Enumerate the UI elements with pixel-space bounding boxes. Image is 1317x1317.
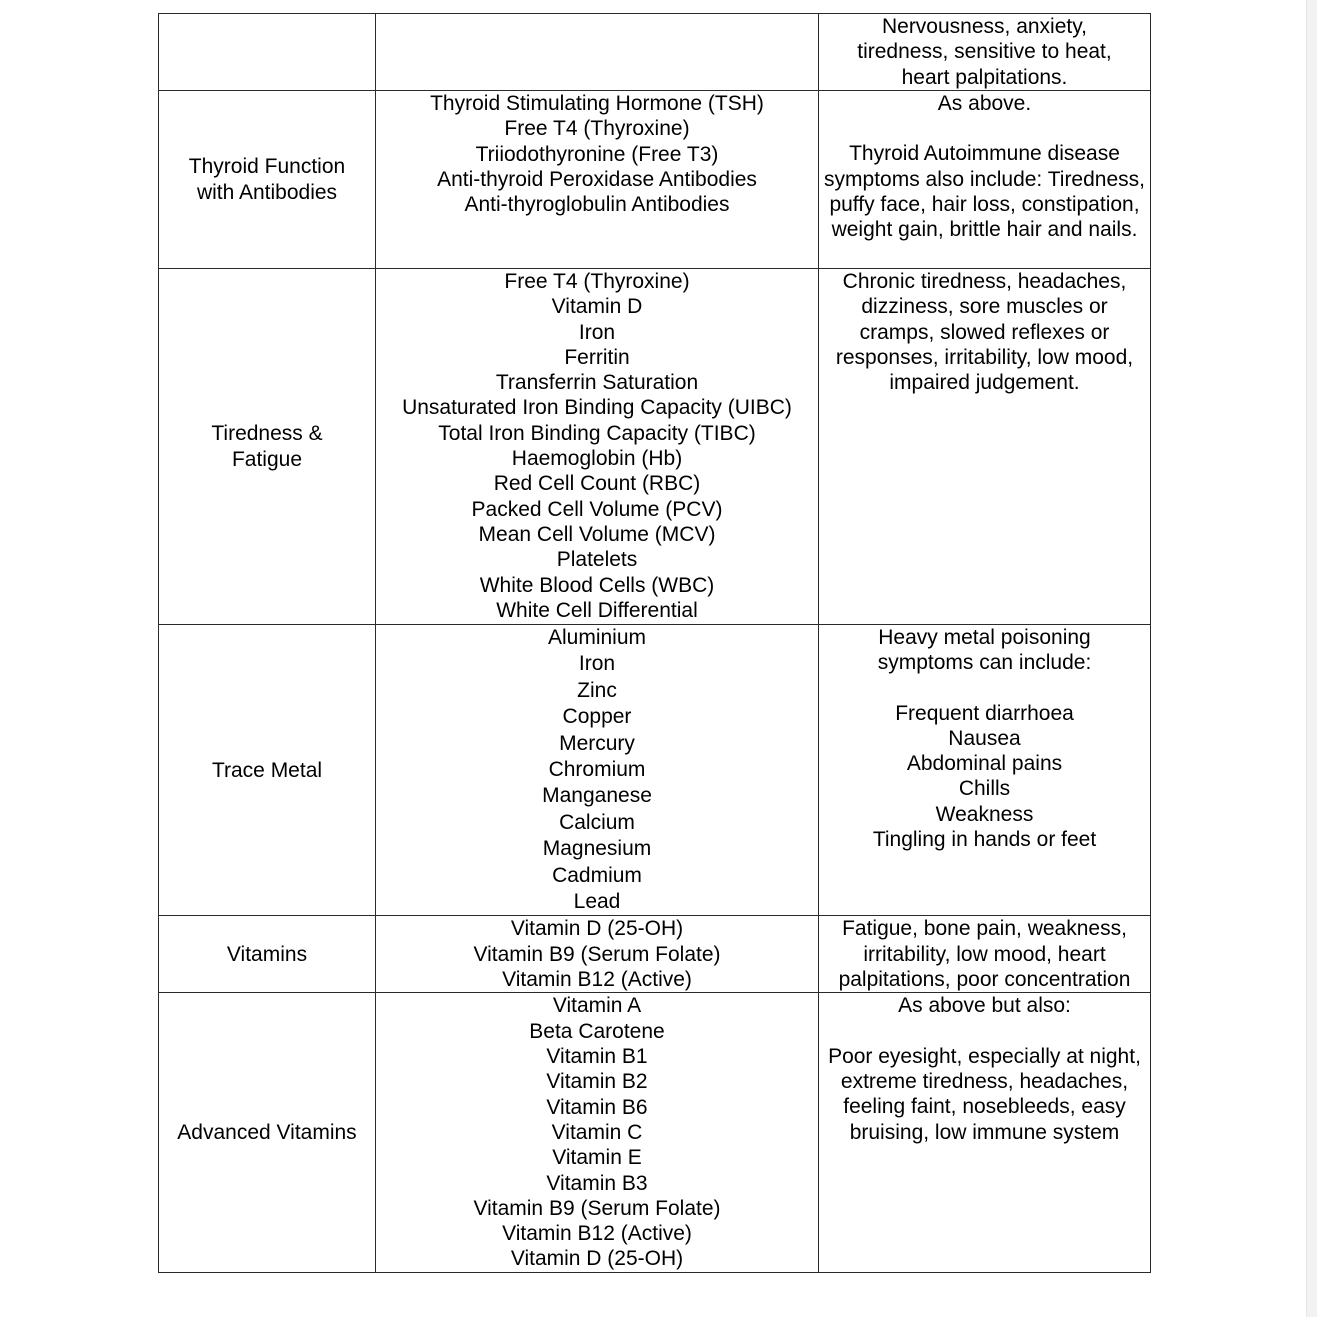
symptoms-cell xyxy=(819,91,1151,269)
test-item: Cadmium xyxy=(552,863,642,887)
lab-tests-table xyxy=(158,13,1151,1273)
test-item: Unsaturated Iron Binding Capacity (UIBC) xyxy=(402,396,792,420)
test-item: Beta Carotene xyxy=(529,1019,665,1043)
test-item: Vitamin B12 (Active) xyxy=(502,968,692,992)
category-label: Advanced Vitamins xyxy=(177,1121,357,1145)
category-label: Thyroid Function with Antibodies xyxy=(188,155,346,204)
test-item: Thyroid Stimulating Hormone (TSH) xyxy=(430,92,764,115)
category-cell xyxy=(159,91,376,269)
symptoms-cell xyxy=(819,916,1151,993)
tests-cell xyxy=(376,916,819,993)
test-item: Mercury xyxy=(559,731,635,755)
table-row xyxy=(159,14,1151,91)
test-item: Magnesium xyxy=(542,837,652,861)
table-row xyxy=(159,269,1151,625)
symptoms-text: As above but also: xyxy=(898,994,1071,1018)
test-item: Calcium xyxy=(559,810,635,834)
symptoms-text: As above. xyxy=(937,92,1032,115)
test-item: Total Iron Binding Capacity (TIBC) xyxy=(438,421,756,445)
test-item: Vitamin B9 (Serum Folate) xyxy=(473,1196,721,1220)
test-item: Zinc xyxy=(577,678,617,702)
table-row xyxy=(159,993,1151,1273)
test-item: Red Cell Count (RBC) xyxy=(493,472,701,496)
test-item: Vitamin B1 xyxy=(546,1045,648,1069)
test-item: Free T4 (Thyroxine) xyxy=(504,270,690,293)
test-item: Copper xyxy=(562,705,632,729)
test-item: Vitamin D (25-OH) xyxy=(510,917,684,941)
category-cell xyxy=(159,916,376,993)
test-item: Platelets xyxy=(556,548,638,572)
symptoms-text: Heavy metal poisoning symptoms can include: xyxy=(877,626,1092,675)
test-item: Iron xyxy=(578,320,616,344)
test-item: Anti-thyroid Peroxidase Antibodies xyxy=(437,167,757,191)
category-cell xyxy=(159,269,376,625)
test-item: Lead xyxy=(573,890,621,914)
test-item: Ferritin xyxy=(564,345,630,369)
test-item: Vitamin B6 xyxy=(546,1095,648,1119)
test-item: Vitamin B3 xyxy=(546,1171,648,1195)
page-edge xyxy=(1306,0,1317,1317)
test-item: Mean Cell Volume (MCV) xyxy=(478,522,716,546)
symptoms-cell xyxy=(819,625,1151,916)
symptoms-text: Poor eyesight, especially at night, extreme tiredness, headaches, feeling faint, nosebleeds, easy bruising, low immune system xyxy=(828,1044,1141,1144)
symptoms-cell xyxy=(819,14,1151,91)
test-item: Vitamin B2 xyxy=(546,1070,648,1094)
tests-cell xyxy=(376,91,819,269)
symptoms-cell xyxy=(819,269,1151,625)
tests-cell xyxy=(376,625,819,916)
test-item: White Cell Differential xyxy=(496,598,698,622)
test-item: Vitamin C xyxy=(551,1120,643,1144)
symptoms-cell xyxy=(819,993,1151,1273)
test-item: Vitamin B9 (Serum Folate) xyxy=(473,942,721,966)
test-item: Vitamin E xyxy=(552,1146,642,1170)
tests-cell xyxy=(376,993,819,1273)
test-item: Triiodothyronine (Free T3) xyxy=(475,142,719,166)
tests-cell xyxy=(376,14,819,91)
category-cell xyxy=(159,993,376,1273)
test-item: Vitamin A xyxy=(552,994,642,1018)
symptoms-text: Nervousness, anxiety, tiredness, sensitive to heat, heart palpitations. xyxy=(857,15,1112,89)
test-item: Manganese xyxy=(542,784,652,808)
test-item: Transferrin Saturation xyxy=(495,371,699,395)
test-item: Iron xyxy=(578,652,616,676)
table-row xyxy=(159,91,1151,269)
test-item: Vitamin B12 (Active) xyxy=(502,1222,692,1246)
category-cell xyxy=(159,625,376,916)
test-item: White Blood Cells (WBC) xyxy=(479,573,715,597)
test-item: Free T4 (Thyroxine) xyxy=(504,117,690,141)
tests-cell xyxy=(376,269,819,625)
category-label: Trace Metal xyxy=(211,758,323,782)
symptoms-text: Thyroid Autoimmune disease symptoms also include: Tiredness, puffy face, hair loss, constipation, weight gain, brittle hair and nails. xyxy=(824,142,1145,242)
category-cell xyxy=(159,14,376,91)
test-item: Haemoglobin (Hb) xyxy=(511,447,683,471)
symptoms-text: Chronic tiredness, headaches, dizziness, sore muscles or cramps, slowed reflexes or responses, irritability, low mood, impaired judgement. xyxy=(835,270,1134,395)
test-item: Anti-thyroglobulin Antibodies xyxy=(464,193,730,217)
symptoms-list: Frequent diarrhoea Nausea Abdominal pains Chills Weakness Tingling in hands or feet xyxy=(872,701,1097,852)
test-item: Vitamin D (25-OH) xyxy=(510,1247,684,1271)
table-row xyxy=(159,625,1151,916)
symptoms-text: Fatigue, bone pain, weakness, irritability, low mood, heart palpitations, poor concentration xyxy=(838,917,1131,992)
category-label: Vitamins xyxy=(226,942,308,966)
category-label: Tiredness & Fatigue xyxy=(211,422,323,471)
test-item: Vitamin D xyxy=(551,295,643,319)
table-row xyxy=(159,916,1151,993)
test-item: Chromium xyxy=(548,758,646,782)
test-item: Aluminium xyxy=(547,626,647,649)
test-item: Packed Cell Volume (PCV) xyxy=(471,497,723,521)
